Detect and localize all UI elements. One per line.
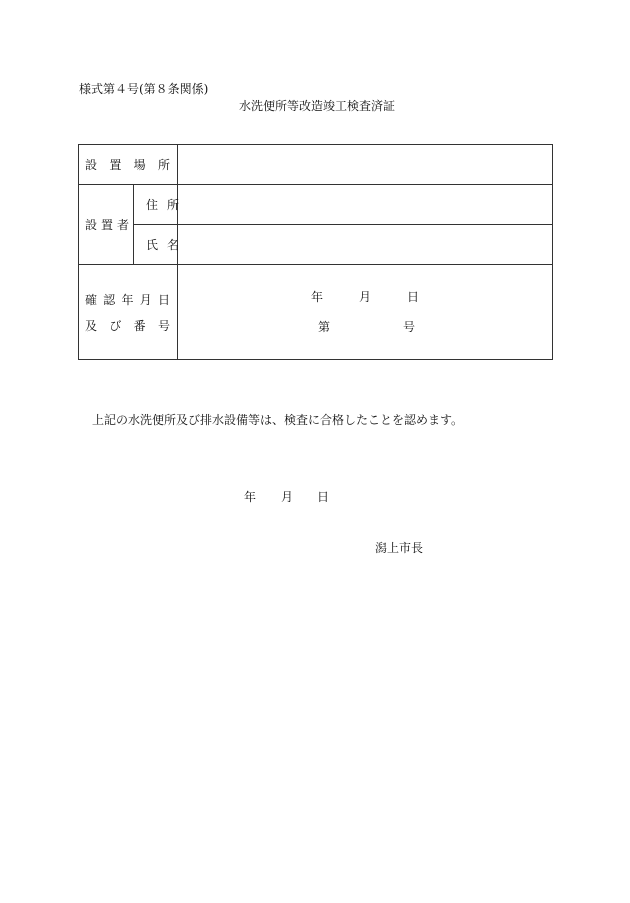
number-suffix: 号 — [403, 320, 416, 334]
name-row — [79, 225, 553, 265]
name-label-cell — [134, 225, 189, 265]
name-label: 氏名 — [146, 238, 189, 252]
site-label: 設置場所 — [85, 158, 171, 172]
document-title-text: 水洗便所等改造竣工検査済証 — [238, 99, 395, 113]
name-value-cell — [178, 225, 553, 265]
confirm-number-line — [178, 318, 552, 336]
installer-label: 設置者 — [85, 218, 134, 232]
confirm-row — [79, 265, 553, 360]
confirm-label-line1: 確認年月日 — [85, 292, 171, 307]
confirm-label-line2: 及び番号 — [85, 318, 171, 333]
issuer-name: 潟上市長 — [375, 541, 424, 555]
number-prefix: 第 — [318, 320, 331, 334]
address-value-cell — [178, 185, 553, 225]
confirm-day-unit: 日 — [407, 290, 420, 304]
confirm-month-unit: 月 — [359, 290, 372, 304]
issue-month-unit: 月 — [281, 490, 294, 504]
notice-text: 上記の水洗便所及び排水設備等は、検査に合格したことを認めます。 — [92, 413, 464, 427]
document-title — [0, 97, 630, 114]
site-value-cell — [178, 145, 553, 185]
installer-label-cell — [79, 185, 134, 265]
issue-year-unit: 年 — [244, 490, 257, 504]
site-row — [79, 145, 553, 185]
address-row — [79, 185, 553, 225]
confirm-label-cell — [79, 265, 178, 360]
confirm-year-unit: 年 — [311, 290, 324, 304]
confirm-date-line — [178, 288, 552, 306]
form-number: 様式第４号(第８条関係) — [79, 82, 209, 96]
address-label: 住所 — [146, 198, 189, 212]
address-label-cell — [134, 185, 189, 225]
issue-day-unit: 日 — [317, 490, 330, 504]
confirm-value-cell — [178, 265, 553, 360]
site-label-cell — [79, 145, 178, 185]
certificate-table — [78, 144, 553, 360]
